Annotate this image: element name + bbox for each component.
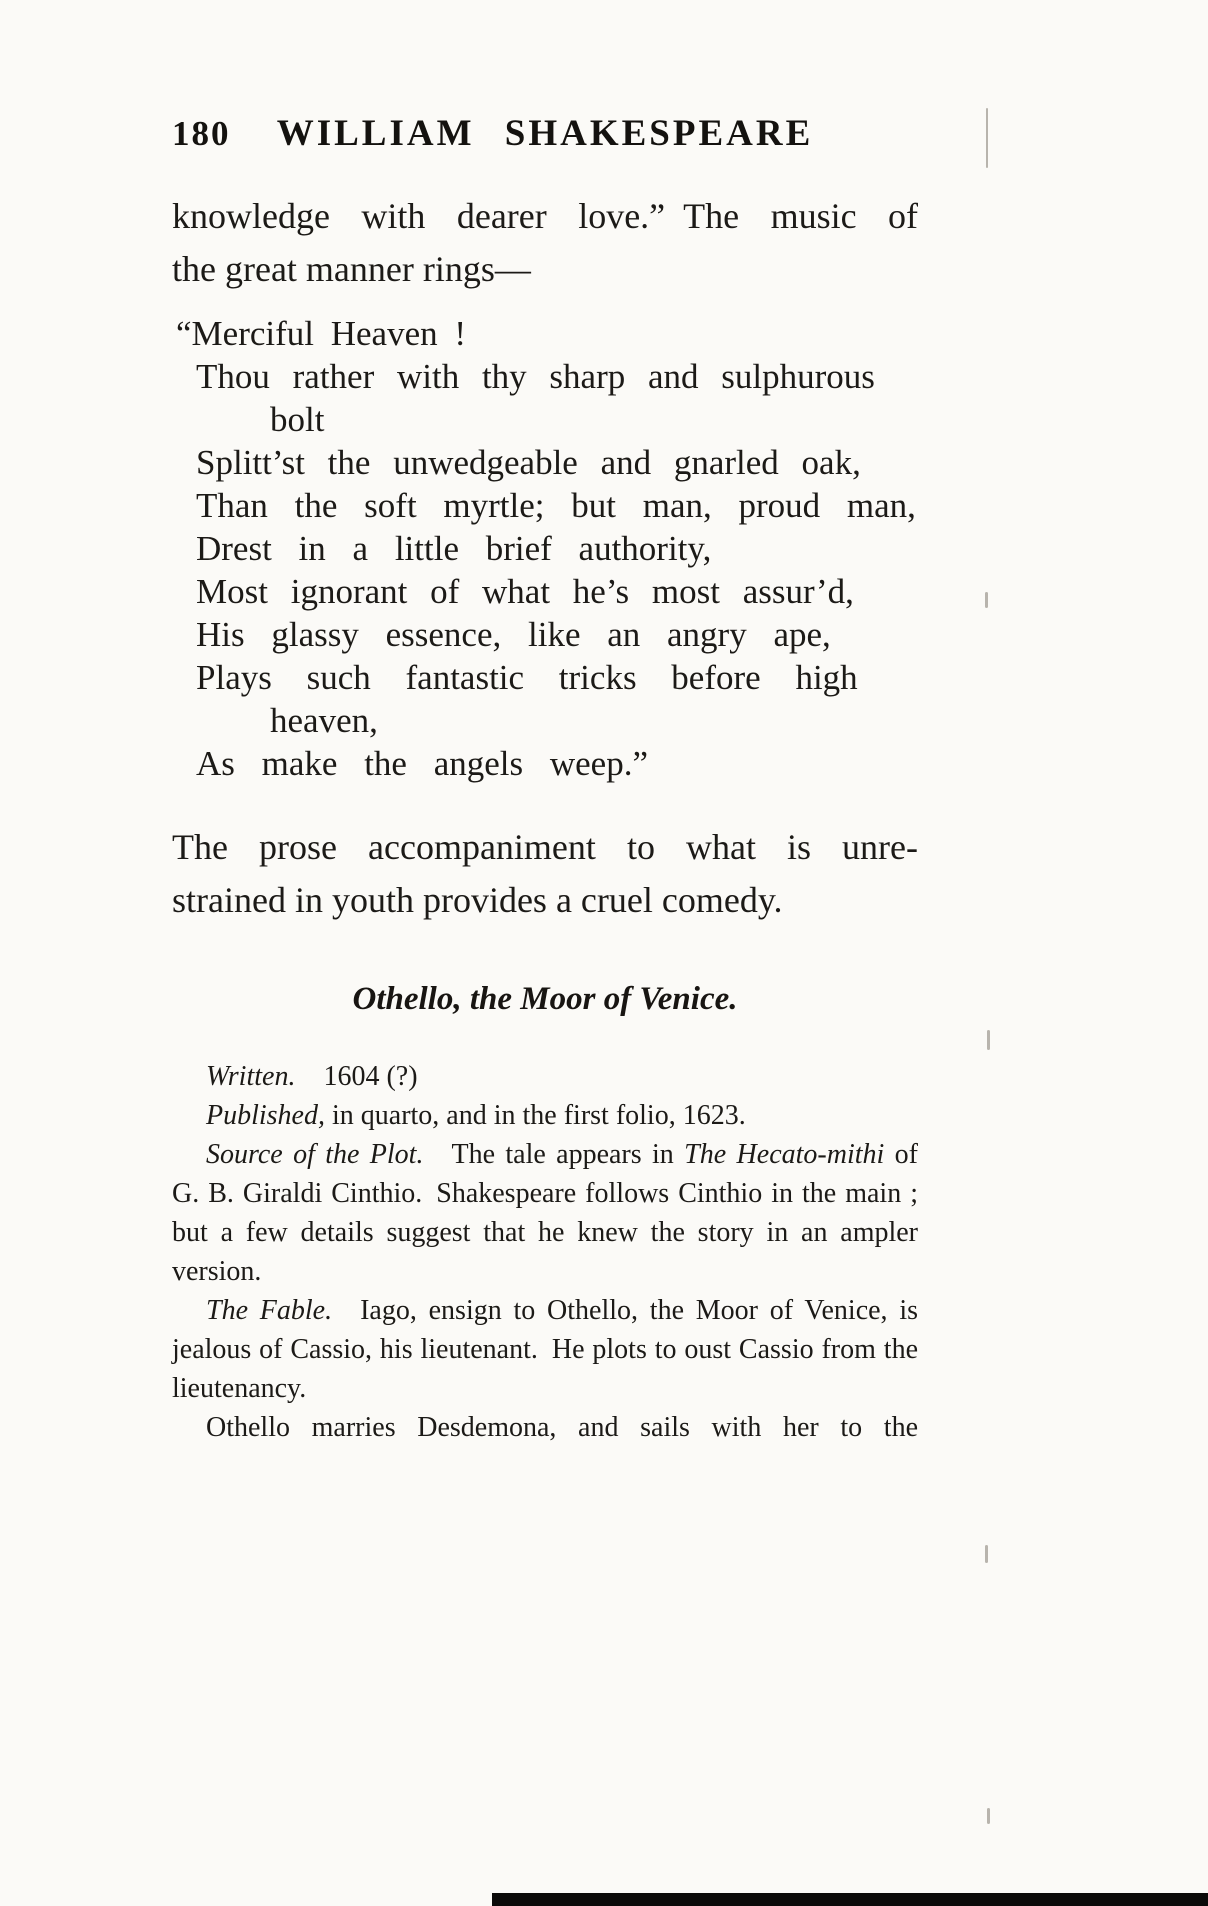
text-column bbox=[172, 112, 918, 1447]
note-text-written: 1604 (?) bbox=[295, 1061, 418, 1092]
poem-line: “Merciful Heaven ! bbox=[176, 314, 467, 353]
note-label-source: Source of the Plot. bbox=[206, 1139, 424, 1170]
text-line: The prose accompaniment to what is unre- bbox=[172, 827, 918, 867]
paragraph-intro bbox=[172, 190, 918, 296]
paragraph-prose bbox=[172, 821, 918, 927]
page-header bbox=[172, 112, 918, 160]
section-heading: Othello, the Moor of Venice. bbox=[352, 981, 738, 1017]
scan-speck bbox=[985, 1545, 988, 1563]
note-text-source-1: The tale appears in bbox=[423, 1139, 685, 1170]
text-line: knowledge with dearer love.” The music of bbox=[172, 196, 918, 236]
poem-line: As make the angels weep.” bbox=[196, 744, 648, 783]
poem-line: heaven, bbox=[270, 701, 378, 740]
poem-line: His glassy essence, like an angry ape, bbox=[196, 615, 831, 654]
poem-line: Splitt’st the unwedgeable and gnarled oak, bbox=[196, 443, 861, 482]
scan-speck bbox=[986, 108, 988, 168]
note-text-source-2: of G. B. Giraldi Cinthio. Shakespeare follows Cinthio in the main ; but a few details suggest that he knew the story in an ampler version. bbox=[172, 1139, 918, 1287]
note-source-of-plot bbox=[172, 1135, 918, 1291]
text-line: strained in youth provides a cruel comedy. bbox=[172, 880, 783, 920]
verse-quotation bbox=[176, 312, 918, 785]
poem-line: Drest in a little brief authority, bbox=[196, 529, 712, 568]
scan-speck bbox=[985, 592, 988, 608]
note-text-fable: Iago, ensign to Othello, the Moor of Venice, is jealous of Cassio, his lieutenant. He plots to oust Cassio from the lieutenancy. bbox=[172, 1295, 918, 1404]
poem-line: Thou rather with thy sharp and sulphurous bbox=[196, 357, 875, 396]
poem-line: Most ignorant of what he’s most assur’d, bbox=[196, 572, 854, 611]
notes-section bbox=[172, 1057, 918, 1447]
poem-line: Plays such fantastic tricks before high bbox=[196, 658, 858, 697]
poem-line: Than the soft myrtle; but man, proud man, bbox=[196, 486, 916, 525]
text-line: the great manner rings— bbox=[172, 249, 531, 289]
running-title: WILLIAM SHAKESPEARE bbox=[276, 113, 814, 154]
note-label-written: Written. bbox=[206, 1061, 296, 1092]
page-number: 180 bbox=[172, 114, 231, 153]
note-text-published: in quarto, and in the first folio, 1623. bbox=[325, 1100, 746, 1131]
work-title-hecatomithi: The Hecato-mithi bbox=[684, 1139, 885, 1170]
scan-artifact-bottom-bar bbox=[492, 1893, 1208, 1906]
poem-line: bolt bbox=[270, 400, 325, 439]
note-written bbox=[172, 1057, 918, 1096]
scan-speck bbox=[987, 1808, 990, 1824]
note-final-line: Othello marries Desdemona, and sails with her to the bbox=[206, 1412, 918, 1443]
note-fable bbox=[172, 1291, 918, 1408]
note-label-fable: The Fable. bbox=[206, 1295, 333, 1326]
scan-speck bbox=[987, 1030, 990, 1050]
note-published bbox=[172, 1096, 918, 1135]
note-label-published: Published, bbox=[206, 1100, 325, 1131]
